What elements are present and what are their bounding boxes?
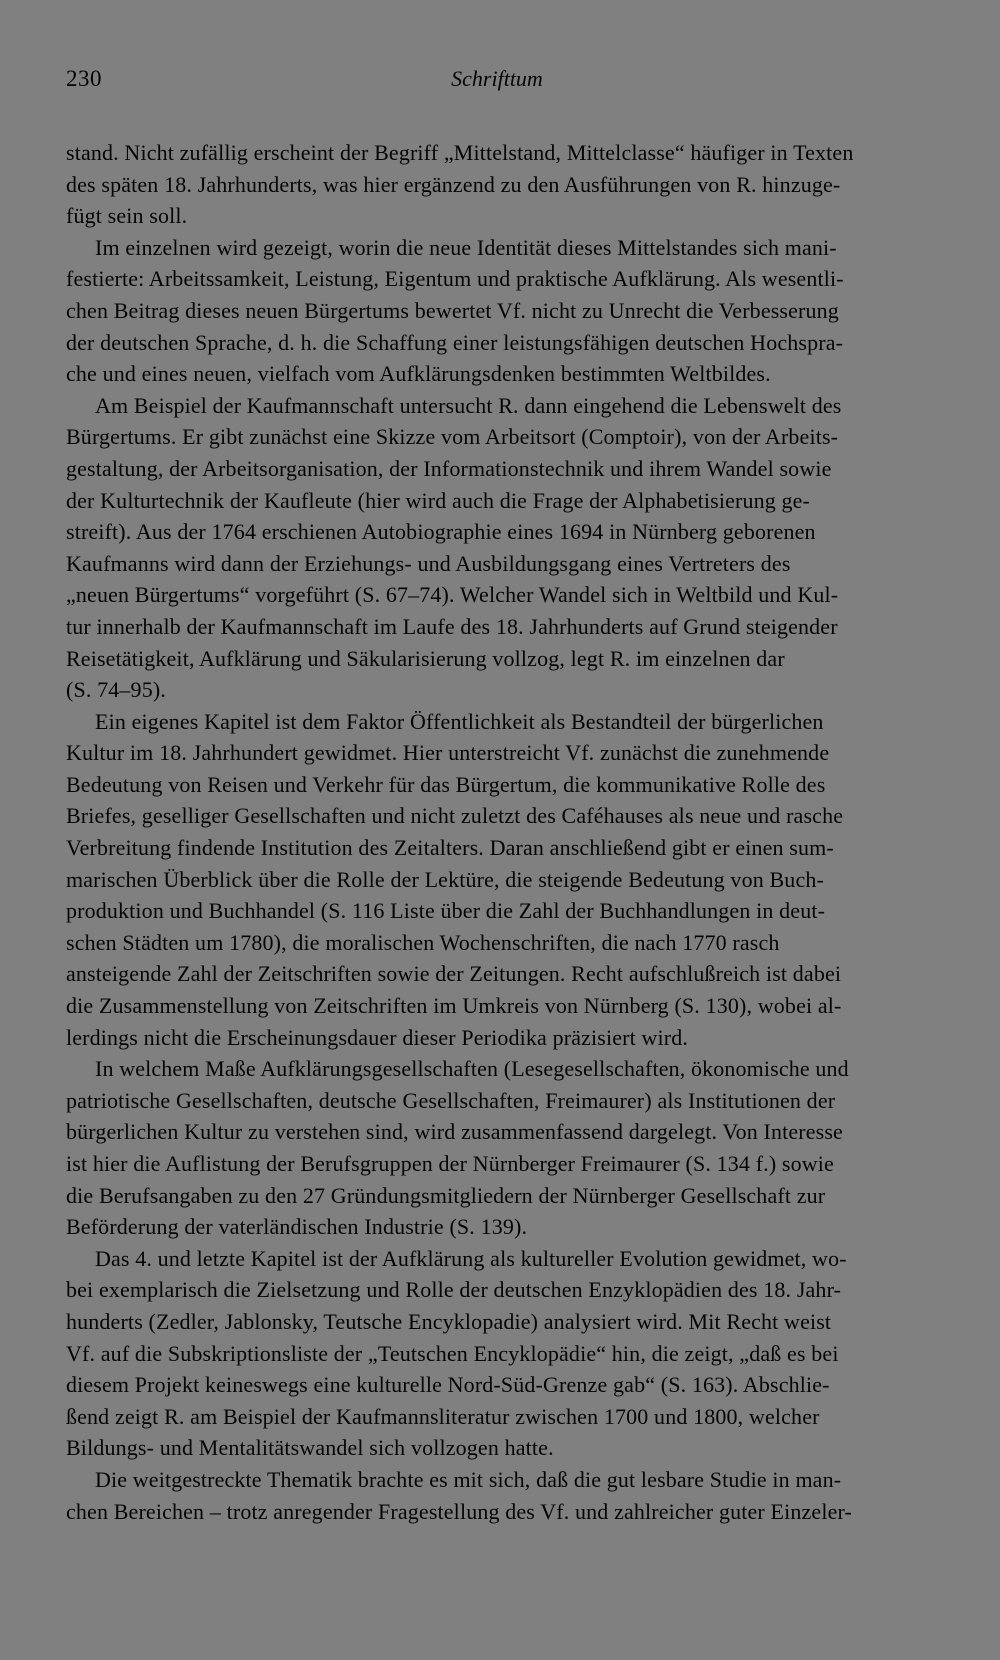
text-line: chen Bereichen – trotz anregender Fragestellung des Vf. und zahlreicher guter Einzeler-: [66, 1498, 852, 1524]
text-line: schen Städten um 1780), die moralischen Wochenschriften, die nach 1770 rasch: [66, 929, 780, 955]
text-line: gestaltung, der Arbeitsorganisation, der Informationstechnik und ihrem Wandel sowie: [66, 455, 832, 481]
body-text: [66, 137, 962, 1527]
text-line: Verbreitung findende Institution des Zeitalters. Daran anschließend gibt er einen sum-: [66, 835, 834, 861]
text-line: fügt sein soll.: [66, 203, 188, 229]
text-line: Reisetätigkeit, Aufklärung und Säkularisierung vollzog, legt R. im einzelnen dar: [66, 645, 785, 671]
text-line: der Kulturtechnik der Kaufleute (hier wird auch die Frage der Alphabetisierung ge-: [66, 487, 811, 513]
text-line: tur innerhalb der Kaufmannschaft im Laufe des 18. Jahrhunderts auf Grund steigender: [66, 613, 838, 639]
text-line: die Berufsangaben zu den 27 Gründungsmitgliedern der Nürnberger Gesellschaft zur: [66, 1182, 826, 1208]
text-line: Briefes, geselliger Gesellschaften und nicht zuletzt des Caféhauses als neue und rasche: [66, 803, 844, 829]
paragraph-first-line: Ein eigenes Kapitel ist dem Faktor Öffentlichkeit als Bestandteil der bürgerlichen: [95, 708, 824, 734]
text-line: diesem Projekt keineswegs eine kulturelle Nord-Süd-Grenze gab“ (S. 163). Abschlie-: [66, 1372, 830, 1398]
paragraph-first-line: Am Beispiel der Kaufmannschaft untersucht R. dann eingehend die Lebenswelt des: [95, 392, 842, 418]
page-number: 230: [66, 66, 102, 91]
text-line: festierte: Arbeitssamkeit, Leistung, Eigentum und praktische Aufklärung. Als wesentli-: [66, 266, 844, 292]
text-line: marischen Überblick über die Rolle der Lektüre, die steigende Bedeutung von Buch-: [66, 866, 824, 892]
text-line: streift). Aus der 1764 erschienen Autobiographie eines 1694 in Nürnberg geborenen: [66, 519, 816, 545]
text-line: Vf. auf die Subskriptionsliste der „Teutschen Encyklopädie“ hin, die zeigt, „daß es bei: [66, 1340, 839, 1366]
text-line: stand. Nicht zufällig erscheint der Begriff „Mittelstand, Mittelclasse“ häufiger in Texten: [66, 140, 854, 165]
paragraph-first-line: In welchem Maße Aufklärungsgesellschaften (Lesegesellschaften, ökonomische und: [95, 1056, 849, 1082]
text-line: Kaufmanns wird dann der Erziehungs- und Ausbildungsgang eines Vertreters des: [66, 550, 791, 576]
paragraph-first-line: Im einzelnen wird gezeigt, worin die neue Identität dieses Mittelstandes sich mani-: [95, 234, 837, 260]
text-line: ist hier die Auflistung der Berufsgruppen der Nürnberger Freimaurer (S. 134 f.) sowie: [66, 1151, 834, 1176]
text-line: lerdings nicht die Erscheinungsdauer dieser Periodika präzisiert wird.: [66, 1024, 689, 1050]
text-line: Bildungs- und Mentalitätswandel sich vollzogen hatte.: [66, 1435, 554, 1461]
text-line: Bedeutung von Reisen und Verkehr für das Bürgertum, die kommunikative Rolle des: [66, 771, 826, 797]
text-line: bürgerlichen Kultur zu verstehen sind, wird zusammenfassend dargelegt. Von Interesse: [66, 1119, 843, 1145]
text-line: ansteigende Zahl der Zeitschriften sowie der Zeitungen. Recht aufschlußreich ist dabei: [66, 961, 842, 987]
text-line: produktion und Buchhandel (S. 116 Liste über die Zahl der Buchhandlungen in deut-: [66, 898, 826, 924]
text-line: Bürgertums. Er gibt zunächst eine Skizze vom Arbeitsort (Comptoir), von der Arbeits-: [66, 424, 839, 450]
page-header: [66, 66, 928, 96]
text-line: (S. 74–95).: [66, 677, 166, 703]
text-line: die Zusammenstellung von Zeitschriften im Umkreis von Nürnberg (S. 130), wobei al-: [66, 993, 842, 1019]
text-line: Kultur im 18. Jahrhundert gewidmet. Hier unterstreicht Vf. zunächst die zunehmende: [66, 740, 830, 766]
paragraph-first-line: Das 4. und letzte Kapitel ist der Aufklärung als kultureller Evolution gewidmet, wo-: [95, 1245, 847, 1271]
text-line: hunderts (Zedler, Jablonsky, Teutsche Encyklopadie) analysiert wird. Mit Recht weist: [66, 1308, 832, 1334]
text-line: bei exemplarisch die Zielsetzung und Rolle der deutschen Enzyklopädien des 18. Jahr-: [66, 1277, 842, 1303]
text-line: patriotische Gesellschaften, deutsche Gesellschaften, Freimaurer) als Institutionen der: [66, 1087, 836, 1113]
text-line: che und eines neuen, vielfach vom Aufklärungsdenken bestimmten Weltbildes.: [66, 361, 771, 387]
running-title: Schrifttum: [451, 66, 543, 91]
paragraph-first-line: Die weitgestreckte Thematik brachte es mit sich, daß die gut lesbare Studie in man-: [95, 1466, 842, 1492]
text-line: chen Beitrag dieses neuen Bürgertums bewertet Vf. nicht zu Unrecht die Verbesserung: [66, 297, 839, 323]
text-line: „neuen Bürgertums“ vorgeführt (S. 67–74). Welcher Wandel sich in Weltbild und Kul-: [66, 582, 839, 608]
text-line: Beförderung der vaterländischen Industrie (S. 139).: [66, 1214, 528, 1240]
text-line: ßend zeigt R. am Beispiel der Kaufmannsliteratur zwischen 1700 und 1800, welcher: [66, 1403, 820, 1429]
text-line: des späten 18. Jahrhunderts, was hier ergänzend zu den Ausführungen von R. hinzuge-: [66, 171, 841, 197]
text-line: der deutschen Sprache, d. h. die Schaffung einer leistungsfähigen deutschen Hochspra-: [66, 329, 844, 355]
